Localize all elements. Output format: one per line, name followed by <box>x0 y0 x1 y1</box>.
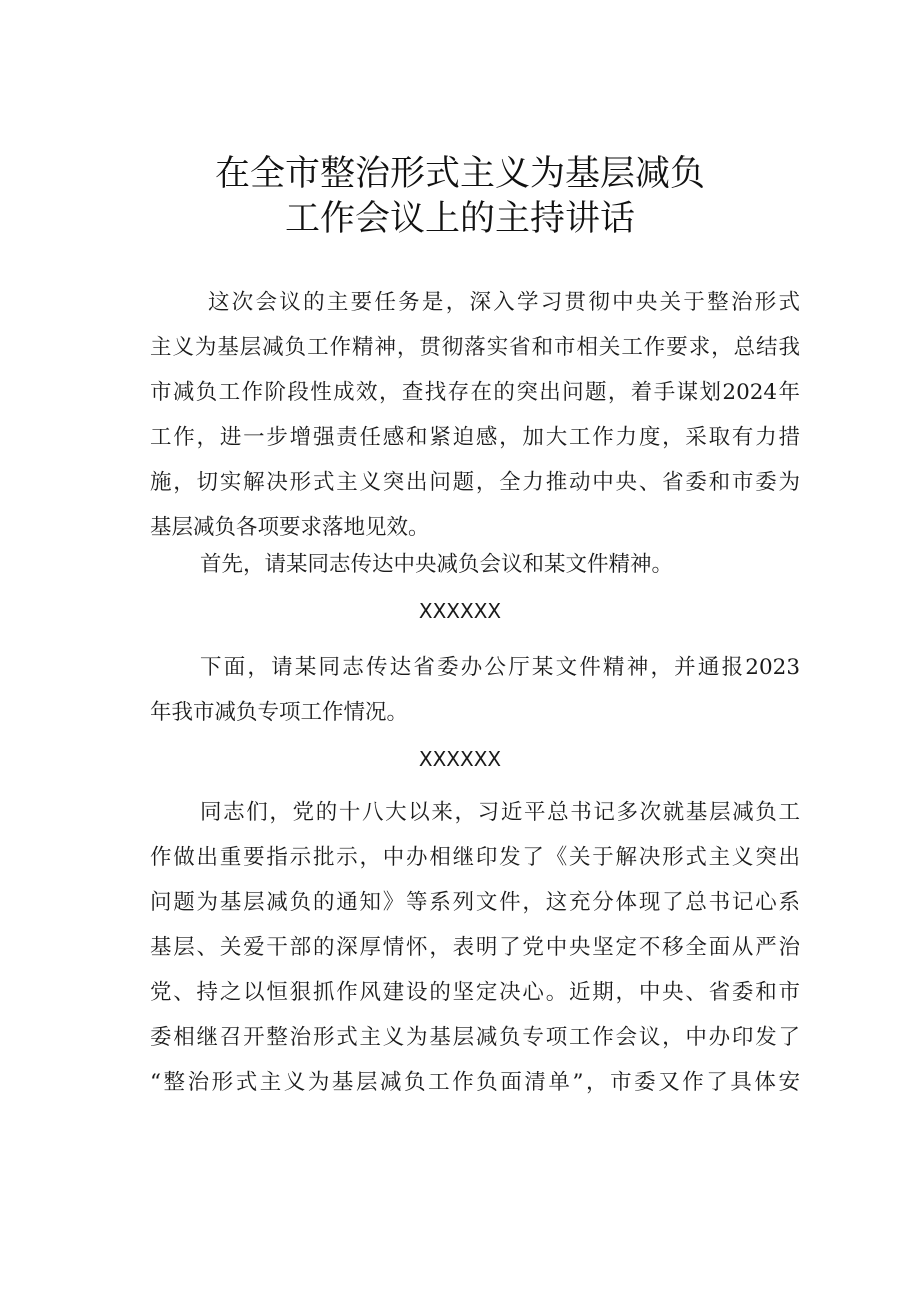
paragraph-line: 主义为基层减负工作精神，贯彻落实省和市相关工作要求，总结我 <box>150 335 800 360</box>
paragraph-line: 党、持之以恒狠抓作风建设的坚定决心。近期，中央、省委和市 <box>150 980 800 1005</box>
paragraph-line: 基层减负各项要求落地见效。 <box>150 515 430 540</box>
paragraph-line: 施，切实解决形式主义突出问题，全力推动中央、省委和市委为 <box>150 470 800 495</box>
paragraph-line: “整治形式主义为基层减负工作负面清单”，市委又作了具体安 <box>150 1070 800 1095</box>
paragraph-line: 年我市减负专项工作情况。 <box>150 700 409 725</box>
paragraph-line: 工作，进一步增强责任感和紧迫感，加大工作力度，采取有力措 <box>150 425 800 450</box>
paragraph-line: 基层、关爱干部的深厚情怀，表明了党中央坚定不移全面从严治 <box>150 935 800 960</box>
paragraph-line: 委相继召开整治形式主义为基层减负专项工作会议，中办印发了 <box>150 1025 800 1050</box>
document-title-line-1: 在全市整治形式主义为基层减负 <box>214 154 705 194</box>
paragraph-line: 作做出重要指示批示，中办相继印发了《关于解决形式主义突出 <box>150 845 800 870</box>
placeholder-text-1: XXXXXX <box>418 599 502 623</box>
paragraph-line: 市减负工作阶段性成效，查找存在的突出问题，着手谋划2024年 <box>150 380 800 405</box>
paragraph-line: 下面，请某同志传达省委办公厅某文件精神，并通报2023 <box>200 655 800 680</box>
document-title-line-2: 工作会议上的主持讲话 <box>284 199 635 239</box>
paragraph-line: 首先，请某同志传达中央减负会议和某文件精神。 <box>200 552 674 577</box>
paragraph-line: 同志们，党的十八大以来，习近平总书记多次就基层减负工 <box>200 800 800 825</box>
placeholder-text-2: XXXXXX <box>418 747 502 771</box>
paragraph-line: 这次会议的主要任务是，深入学习贯彻中央关于整治形式 <box>208 290 800 315</box>
paragraph-line: 问题为基层减负的通知》等系列文件，这充分体现了总书记心系 <box>150 890 800 915</box>
